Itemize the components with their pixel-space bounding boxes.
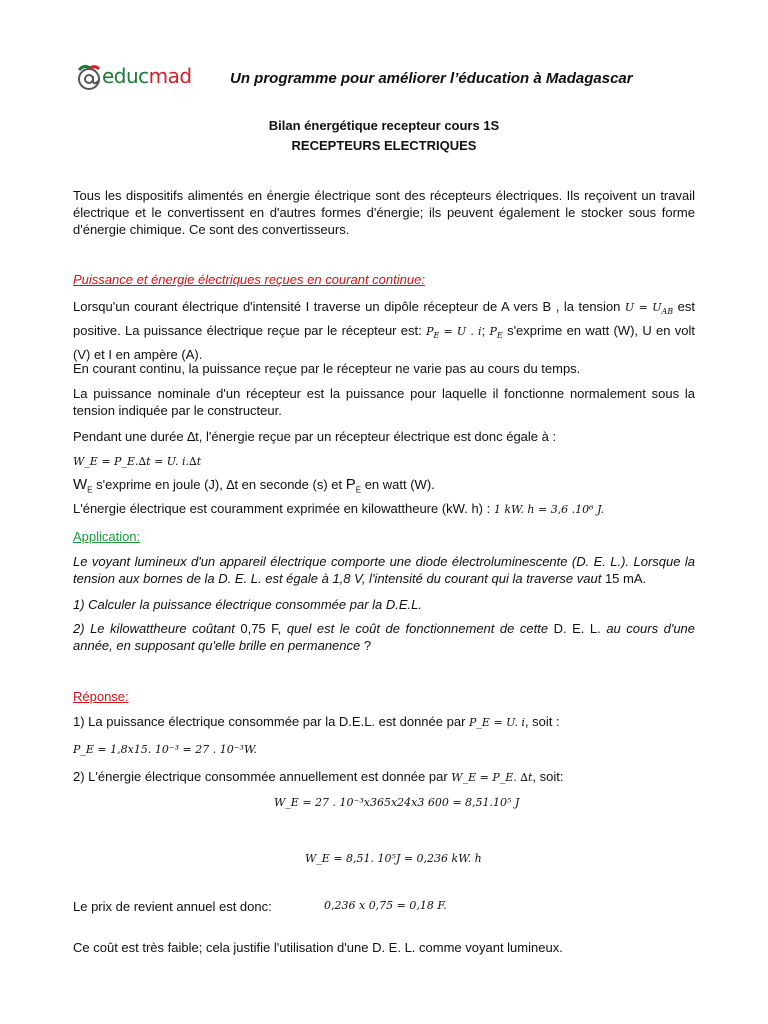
paragraph-nominal-power: La puissance nominale d'un récepteur est la puissance pour laquelle il fonctionne normalement sous la tension indiquée par le constructeur. xyxy=(73,386,695,418)
formula-energy: W_E = P_E.∆t = U. i.∆t xyxy=(73,455,202,468)
application-question-2: 2) Le kilowattheure coûtant 0,75 F, quel est le coût de fonctionnement de cette D. E. L. au cours d'une année, en supposant qu'elle brille en permanence ? xyxy=(73,621,696,653)
paragraph-voltage: Lorsqu'un courant électrique d'intensité I traverse un dipôle récepteur de A vers B , la tension $U = U_{AB}$ est positive. La puissance électrique reçue par le récepteur est: $P_E = U$ . i; $P_E$ s'exprime en watt (W), U en volt (V) et I en ampère (A). xyxy=(73,299,696,363)
paragraph-energy-duration: Pendant une durée ∆t, l'énergie reçue par un récepteur électrique est donc égale à : xyxy=(73,429,557,444)
at-sign-logo-icon xyxy=(76,64,102,92)
paragraph-units: $W_E$ s'exprime en joule (J), ∆t en seconde (s) et $P_E$ en watt (W). xyxy=(73,476,435,495)
application-heading: Application: xyxy=(73,529,141,544)
formula-energy-annual: W_E = 27 . 10⁻³x365x24x3 600 = 8,51.10⁵ J xyxy=(274,796,520,809)
application-statement: Le voyant lumineux d'un appareil électrique comporte une diode électroluminescente (D. E. L.). Lorsque la tension aux bornes de la D. E. L. est égale à 1,8 V, l'intensité du courant qui la traverse vaut 15 mA. xyxy=(73,554,695,586)
answer-2: 2) L'énergie électrique consommée annuellement est donnée par W_E = P_E. ∆t, soit: xyxy=(73,769,564,784)
educmad-logo xyxy=(76,62,192,92)
conclusion-paragraph: Ce coût est très faible; cela justifie l'utilisation d'une D. E. L. comme voyant lumineux. xyxy=(73,940,563,955)
formula-power-result: P_E = 1,8x15. 10⁻³ = 27 . 10⁻³W. xyxy=(73,743,257,756)
answer-heading: Réponse: xyxy=(73,689,129,704)
paragraph-continuous-current: En courant continu, la puissance reçue par le récepteur ne varie pas au cours du temps. xyxy=(73,361,581,376)
formula-cost: 0,236 x 0,75 = 0,18 F. xyxy=(324,899,447,912)
answer-3: Le prix de revient annuel est donc: xyxy=(73,899,272,914)
paragraph-kilowatthour: L'énergie électrique est couramment exprimée en kilowattheure (kW. h) : 1 kW. h = 3,6 .10⁶ J. xyxy=(73,501,605,516)
intro-paragraph: Tous les dispositifs alimentés en énergie électrique sont des récepteurs électriques. Ils reçoivent un travail électrique et le convertissent en d'autres formes d'énergie; ils peuvent également le stocker sous forme d'énergie chimique. Ce sont des convertisseurs. xyxy=(73,188,695,237)
header-tagline: Un programme pour améliorer l’éducation à Madagascar xyxy=(230,70,633,87)
section-heading-power: Puissance et énergie électriques reçues en courant continue: xyxy=(73,272,425,287)
document-title: Bilan énergétique recepteur cours 1S xyxy=(268,118,500,133)
document-subtitle: RECEPTEURS ELECTRIQUES xyxy=(291,138,477,153)
application-question-1: 1) Calculer la puissance électrique consommée par la D.E.L. xyxy=(73,597,423,612)
answer-1: 1) La puissance électrique consommée par la D.E.L. est donnée par P_E = U. i, soit : xyxy=(73,714,560,729)
formula-energy-kwh: W_E = 8,51. 10⁵J = 0,236 kW. h xyxy=(305,852,482,865)
logo-wordmark: educmad xyxy=(102,64,192,88)
